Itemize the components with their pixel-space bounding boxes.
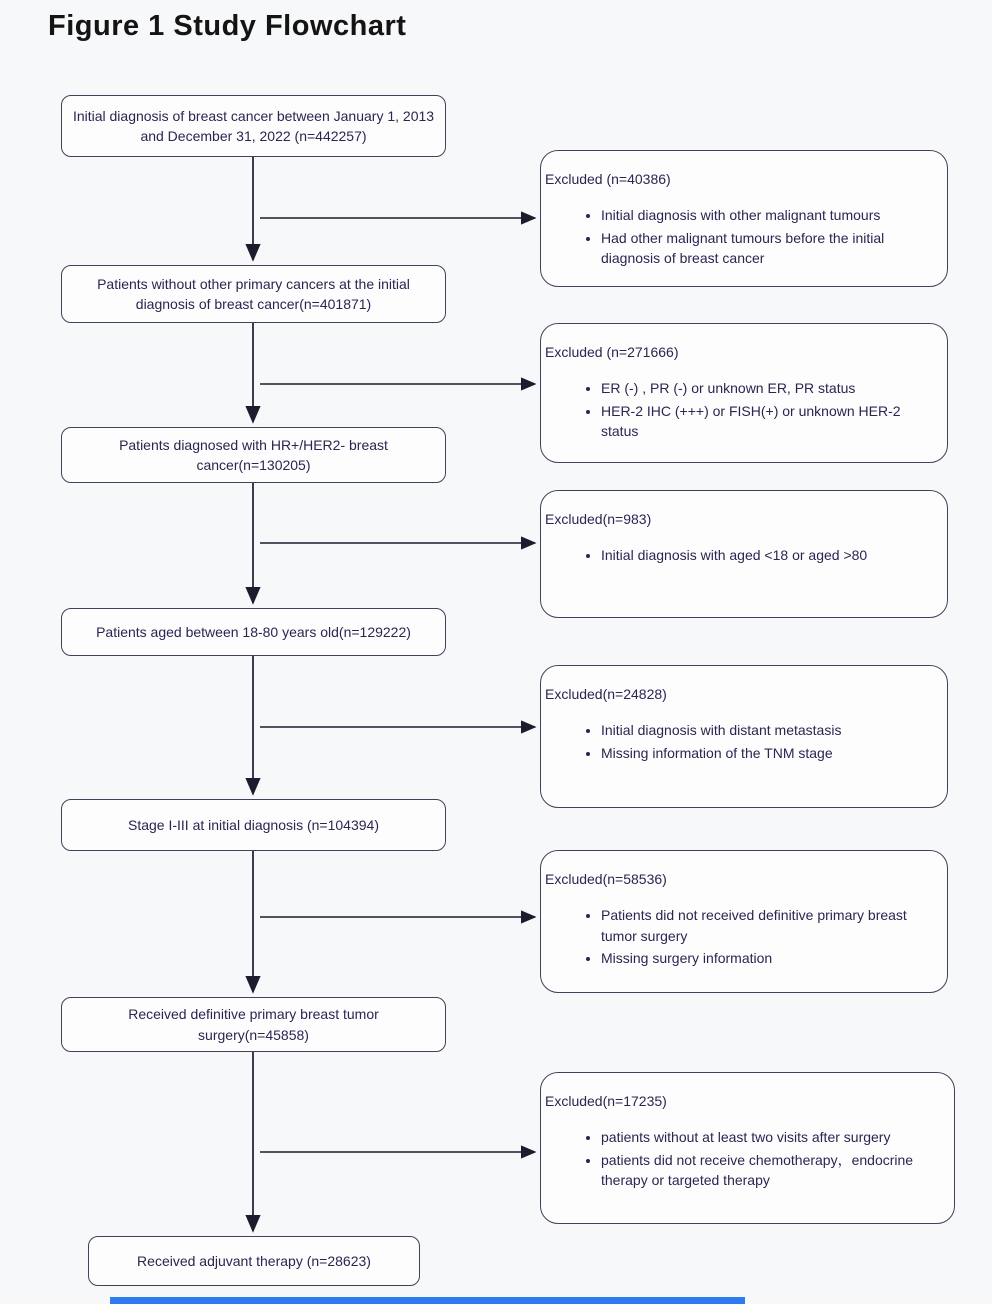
- exclusion-header: Excluded(n=17235): [545, 1093, 667, 1109]
- exclusion-bullet: • Initial diagnosis with other malignant tumours: [601, 205, 937, 225]
- exclusion-bullet-list: [541, 545, 937, 565]
- flow-step-adjuvant-therapy: Received adjuvant therapy (n=28623): [88, 1236, 420, 1286]
- exclusion-header: Excluded (n=40386): [545, 171, 671, 187]
- flow-step-initial-diagnosis: Initial diagnosis of breast cancer between January 1, 2013 and December 31, 2022 (n=442257): [61, 95, 446, 157]
- exclusion-bullet-list: [541, 720, 937, 763]
- exclusion-header: Excluded(n=24828): [545, 686, 667, 702]
- exclusion-box-1: [540, 150, 948, 287]
- exclusion-bullet: • Initial diagnosis with distant metastasis: [601, 720, 937, 740]
- exclusion-bullet: • Had other malignant tumours before the initial diagnosis of breast cancer: [601, 228, 937, 269]
- exclusion-header: Excluded(n=58536): [545, 871, 667, 887]
- exclusion-bullet: • HER-2 IHC (+++) or FISH(+) or unknown HER-2 status: [601, 401, 937, 442]
- exclusion-box-5: [540, 850, 948, 993]
- exclusion-bullet: • Missing surgery information: [601, 948, 937, 968]
- exclusion-bullet-list: [541, 905, 937, 968]
- exclusion-header: Excluded(n=983): [545, 511, 652, 527]
- flow-step-hr-her2-diagnosis: Patients diagnosed with HR+/HER2- breast cancer(n=130205): [61, 427, 446, 483]
- figure-title: Figure 1 Study Flowchart: [48, 10, 407, 42]
- exclusion-header: Excluded (n=271666): [545, 344, 679, 360]
- exclusion-box-6: [540, 1072, 955, 1224]
- bottom-accent-bar: [110, 1297, 745, 1304]
- exclusion-bullet: • Initial diagnosis with aged <18 or aged >80: [601, 545, 937, 565]
- exclusion-bullet: • ER (-) , PR (-) or unknown ER, PR status: [601, 378, 937, 398]
- exclusion-bullet: • Missing information of the TNM stage: [601, 743, 937, 763]
- exclusion-bullet-list: [541, 1127, 944, 1190]
- exclusion-bullet: • Patients did not received definitive primary breast tumor surgery: [601, 905, 937, 946]
- exclusion-box-2: [540, 323, 948, 463]
- exclusion-bullet: • patients without at least two visits after surgery: [601, 1127, 944, 1147]
- flow-step-stage-i-iii: Stage I-III at initial diagnosis (n=104394): [61, 799, 446, 851]
- flow-step-no-other-cancers: Patients without other primary cancers at the initial diagnosis of breast cancer(n=401871): [61, 265, 446, 323]
- exclusion-box-3: [540, 490, 948, 618]
- flow-step-age-range: Patients aged between 18-80 years old(n=129222): [61, 608, 446, 656]
- exclusion-bullet-list: [541, 378, 937, 441]
- exclusion-box-4: [540, 665, 948, 808]
- exclusion-bullet-list: [541, 205, 937, 268]
- flow-step-primary-surgery: Received definitive primary breast tumor surgery(n=45858): [61, 997, 446, 1052]
- exclusion-bullet: • patients did not receive chemotherapy，endocrine therapy or targeted therapy: [601, 1150, 944, 1191]
